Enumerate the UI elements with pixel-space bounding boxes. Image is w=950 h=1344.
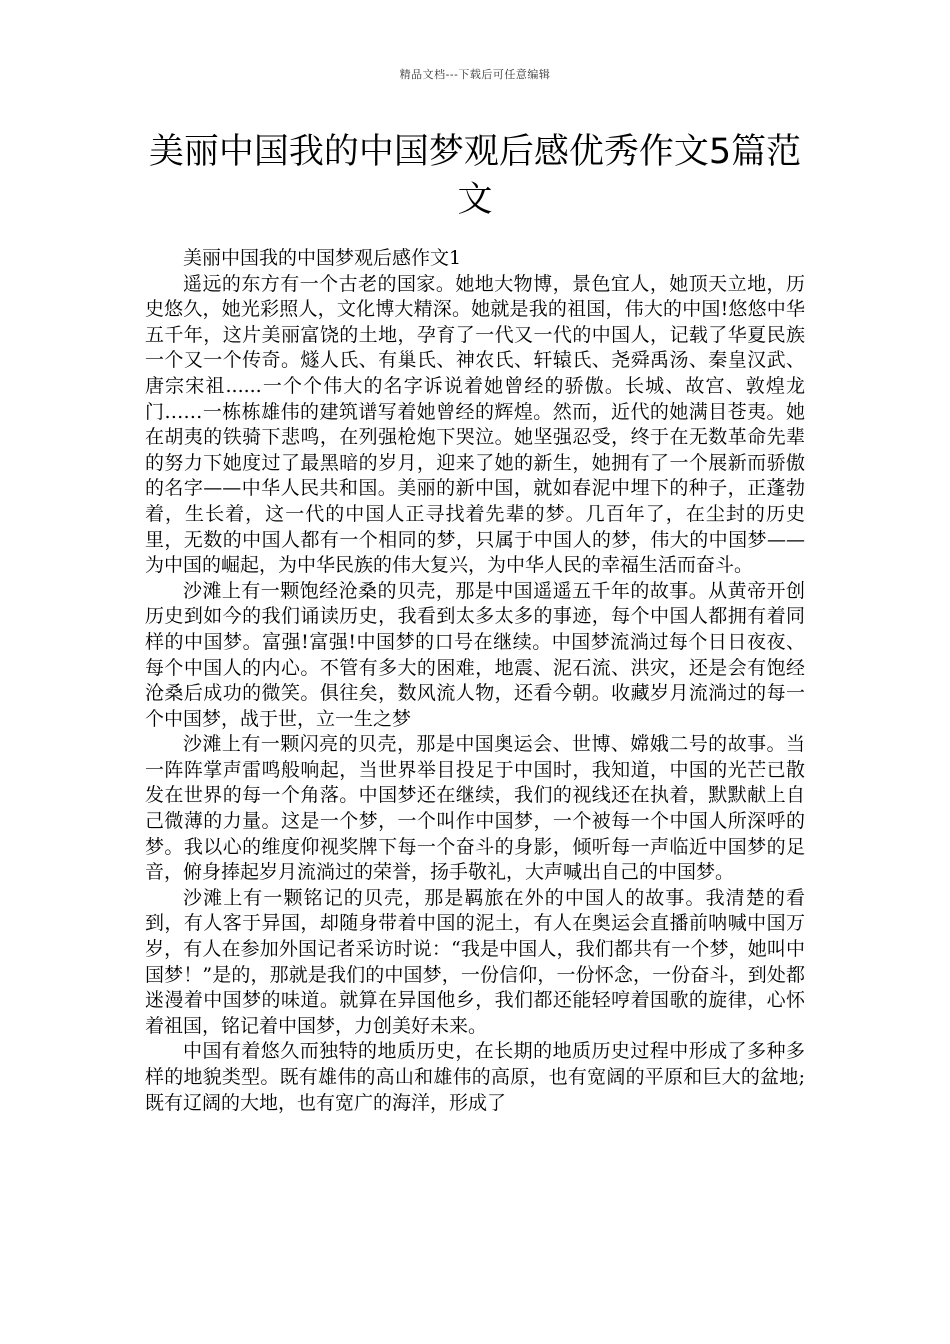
document-body (145, 246, 805, 1116)
document-title: 美丽中国我的中国梦观后感优秀作文5篇范文 (148, 132, 802, 220)
body-paragraph: 沙滩上有一颗饱经沧桑的贝壳，那是中国遥遥五千年的故事。从黄帝开创历史到如今的我们诵读历史，我看到太多太多的事迹，每个中国人都拥有着同样的中国梦。富强!富强!中国梦的口号在继续。中国梦流淌过每个日日夜夜、每个中国人的内心。不管有多大的困难，地震、泥石流、洪灾，还是会有饱经沧桑后成功的微笑。俱往矣，数风流人物，还看今朝。收藏岁月流淌过的每一个中国梦，战于世，立一生之梦 (145, 579, 805, 730)
body-paragraph: 中国有着悠久而独特的地质历史，在长期的地质历史过程中形成了多种多样的地貌类型。既有雄伟的高山和雄伟的高原，也有宽阔的平原和巨大的盆地;既有辽阔的大地，也有宽广的海洋，形成了 (145, 1040, 805, 1114)
body-paragraph: 遥远的东方有一个古老的国家。她地大物博，景色宜人，她顶天立地，历史悠久，她光彩照人，文化博大精深。她就是我的祖国，伟大的中国!悠悠中华五千年，这片美丽富饶的土地，孕育了一代又一代的中国人，记载了华夏民族一个又一个传奇。燧人氏、有巢氏、神农氏、轩辕氏、尧舜禹汤、秦皇汉武、唐宗宋祖......一个个伟大的名字诉说着她曾经的骄傲。长城、故宫、敦煌龙门……一栋栋雄伟的建筑谱写着她曾经的辉煌。然而，近代的她满目苍夷。她在胡夷的铁骑下悲鸣，在列强枪炮下哭泣。她坚强忍受，终于在无数革命先辈的努力下她度过了最黑暗的岁月，迎来了她的新生，她拥有了一个展新而骄傲的名字——中华人民共和国。美丽的新中国，就如春泥中埋下的种子，正蓬勃着，生长着，这一代的中国人正寻找着先辈的梦。几百年了，在尘封的历史里，无数的中国人都有一个相同的梦，只属于中国人的梦，伟大的中国梦——为中国的崛起，为中华民族的伟大复兴，为中华人民的幸福生活而奋斗。 (145, 272, 805, 577)
section-heading: 美丽中国我的中国梦观后感作文1 (183, 247, 462, 269)
body-paragraph: 沙滩上有一颗闪亮的贝壳，那是中国奥运会、世博、嫦娥二号的故事。当一阵阵掌声雷鸣般响起，当世界举目投足于中国时，我知道，中国的光芒已散发在世界的每一个角落。中国梦还在继续，我们的视线还在执着，默默献上自己微薄的力量。这是一个梦，一个叫作中国梦，一个被每一个中国人所深呼的梦。我以心的维度仰视奖牌下每一个奋斗的身影，倾听每一声临近中国梦的足音，俯身捧起岁月流淌过的荣誉，扬手敬礼，大声喊出自己的中国梦。 (145, 733, 805, 884)
body-paragraph: 沙滩上有一颗铭记的贝壳，那是羁旅在外的中国人的故事。我清楚的看到，有人客于异国，却随身带着中国的泥土，有人在奥运会直播前呐喊中国万岁，有人在参加外国记者采访时说：“我是中国人，我们都共有一个梦，她叫中国梦！”是的，那就是我们的中国梦，一份信仰，一份怀念，一份奋斗，到处都迷漫着中国梦的味道。就算在异国他乡，我们都还能轻哼着国歌的旋律，心怀着祖国，铭记着中国梦，力创美好未来。 (145, 886, 805, 1037)
page-header: 精品文档---下载后可任意编辑 (399, 68, 551, 81)
